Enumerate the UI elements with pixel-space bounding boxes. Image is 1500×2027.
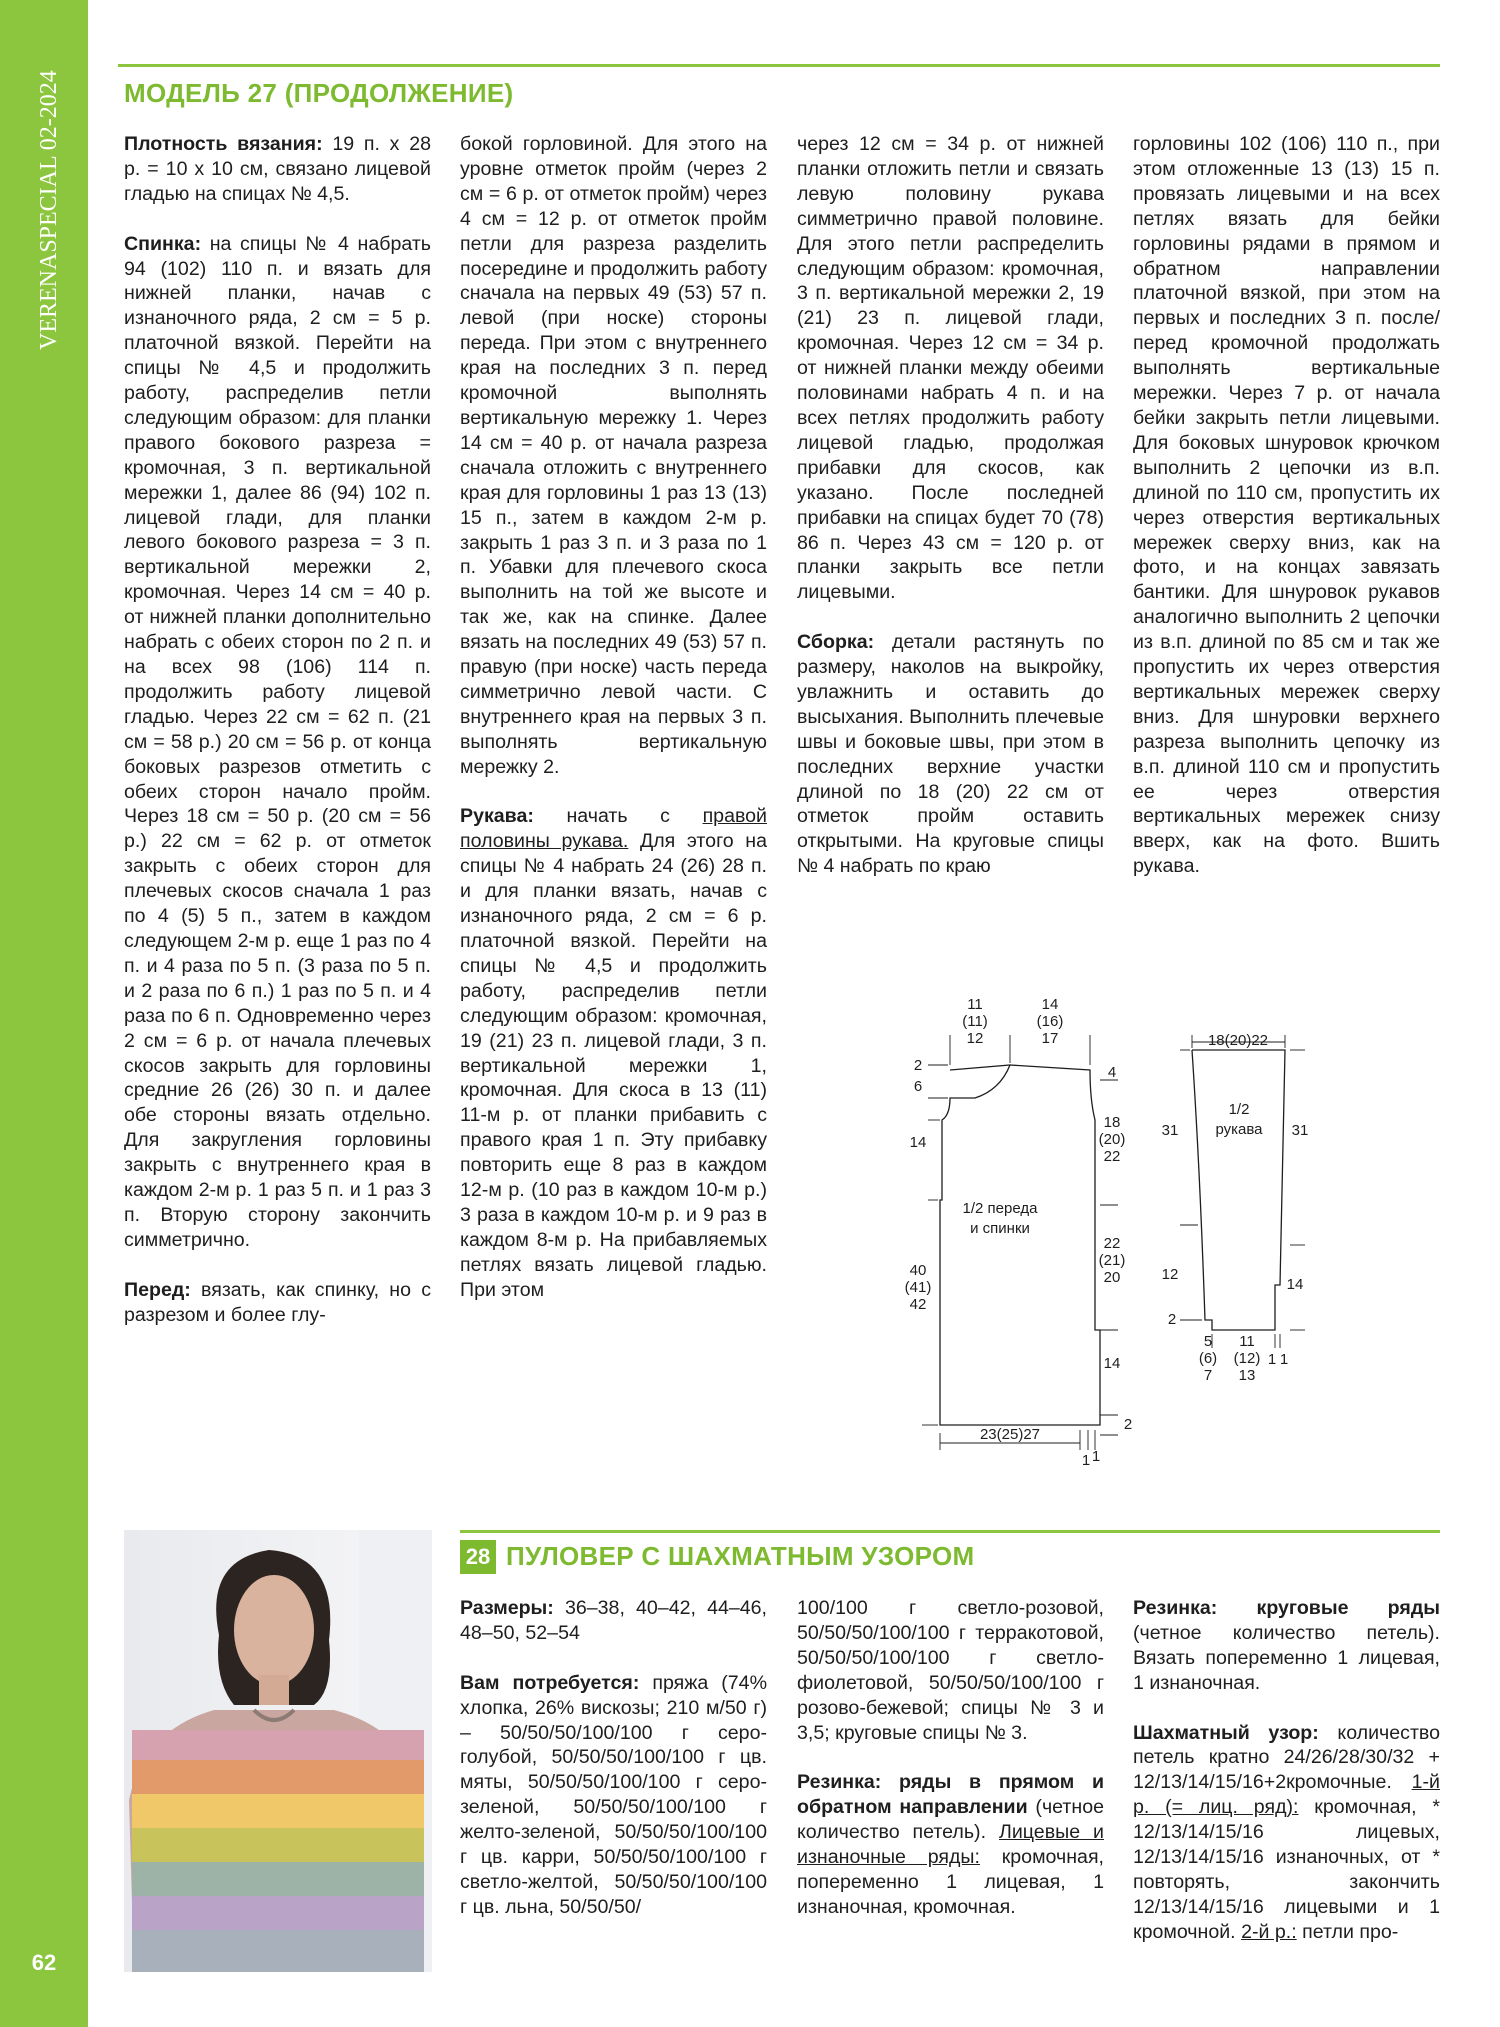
- rib-flat-text: (четное количество петель).: [797, 1796, 1105, 1844]
- sidebar-band: [0, 0, 88, 2027]
- body-bottom-1a: 1: [1081, 1452, 1091, 1469]
- model28-number-badge: 28: [460, 1540, 496, 1574]
- sleeve-bottom-5-c: 7: [1203, 1367, 1213, 1384]
- model27-column-3: [797, 132, 1104, 879]
- sleeves-continued-paragraph: [797, 132, 1104, 605]
- magazine-label: [26, 60, 66, 360]
- body-right-22-c: 20: [1103, 1269, 1121, 1286]
- sleeves-pre: начать с: [533, 805, 703, 828]
- body-top-left-b: (11): [962, 1013, 988, 1030]
- body-top-left-c: 12: [966, 1030, 984, 1047]
- body-right-22-a: 22: [1103, 1235, 1121, 1252]
- model28-column-3: [797, 1596, 1104, 1920]
- header-rule-top: [118, 64, 1440, 67]
- sleeve-bottom-1a: 1: [1267, 1351, 1277, 1368]
- body-left-2: 2: [913, 1057, 923, 1074]
- sleeve-label-line2: рукава: [1215, 1121, 1263, 1138]
- density-paragraph: [124, 132, 431, 207]
- body-label-line2: и спинки: [970, 1220, 1030, 1237]
- sizes-label: Размеры:: [460, 1597, 554, 1619]
- rib-flat-paragraph: [797, 1770, 1104, 1919]
- density-label: Плотность вязания:: [124, 133, 323, 155]
- body-dimension-lines: [922, 1035, 1118, 1450]
- body-right-18-a: 18: [1103, 1114, 1121, 1131]
- rib-flat-label: Резинка: ряды в прямом и обратном направлении: [797, 1771, 1104, 1819]
- sleeve-bottom-11-c: 13: [1238, 1367, 1256, 1384]
- materials-continued-text: 100/100 г светло-розовой, 50/50/50/100/100 г терракотовой, 50/50/50/100/100 г светло-фиолетовой, 50/50/50/100/100 г розово-бежевой; спицы № 3 и 3,5; круговые спицы № 3.: [797, 1597, 1104, 1744]
- sleeve-left-31: 31: [1161, 1122, 1179, 1139]
- body-right-2: 2: [1123, 1416, 1133, 1433]
- checker-text3: петли про-: [1296, 1920, 1399, 1943]
- rib-flat-text2: кромочная, попеременно 1 лицевая, 1 изнаночная, кромочная.: [797, 1846, 1104, 1918]
- header-rule-model28: [460, 1530, 1440, 1533]
- sleeve-bottom-11-a: 11: [1239, 1333, 1255, 1350]
- body-left-40-a: 40: [909, 1262, 927, 1279]
- assembly-label: Сборка:: [797, 631, 875, 654]
- body-bottom-1b: 1: [1091, 1448, 1101, 1465]
- body-left-40-c: 42: [909, 1296, 927, 1313]
- sizes-text: 36–38, 40–42, 44–46, 48–50, 52–54: [460, 1597, 767, 1644]
- body-right-4: 4: [1107, 1064, 1117, 1081]
- rib-round-text: (четное количество петель). Вязать попеременно 1 лицевая, 1 изнаночная.: [1133, 1621, 1440, 1694]
- sleeves-continued-text: через 12 см = 34 р. от нижней планки отложить петли и связать левую половину рукава симметрично правой половине. Для этого петли распределить следующим образом: кромочная, 3 п. вертикальной мережки 2, 19 (21) 23 п. лицевой глади, кромочная. Через 12 см = 34 р. от нижней планки между обеими половинами набрать 4 п. и на всех петлях продолжить работу лицевой гладью, продолжая прибавки для скосов, как указано. После последней прибавки на спицах будет 70 (78) 86 п. Через 43 см = 120 р. от планки закрыть все петли лицевыми.: [797, 133, 1104, 604]
- model27-column-4: [1133, 132, 1440, 879]
- back-text: на спицы № 4 набрать 94 (102) 110 п. и вязать для нижней планки, начав с изнаночного ряда, 2 см = 5 р. платочной вязкой. Перейти на спицы № 4,5 и продолжить работу, распределив петли следующим образом: для планки правого бокового разреза = кромочная, 3 п. вертикальной мережки 1, далее 86 (94) 102 п. лицевой глади, для планки левого бокового разреза = 3 п. вертикальной мережки 2, кромочная. Через 14 см = 40 р. от нижней планки дополнительно набрать с обеих сторон по 2 п. и на всех 98 (106) 114 п. продолжить работу лицевой гладью. Через 22 см = 62 п. (21 см = 58 р.) 20 см = 56 р. от конца боковых разрезов отметить с обеих сторон начало пройм. Через 18 см = 50 р. (20 см = 56 р.) 22 см = 62 р. от отметок закрыть с обеих сторон для плечевых скосов сначала 1 раз по 4 (5) 5 п., затем в каждом следующем 2-м р. еще 1 раз по 4 п. и 4 раза по 5 п. (3 раза по 5 п. и 2 раза по 6 п.) 1 раз по 5 п. и 4 раза по 6 п. Одновременно через 2 см = 6 р. от начала плечевых скосов закрыть для горловины средние 26 (26) 30 п. и далее обе стороны вязать отдельно. Для закругления горловины закрыть с внутреннего края в каждом 2-м р. 1 раз 5 п. и 1 раз 3 п. Вторую сторону закончить симметрично.: [124, 232, 431, 1251]
- rib-flat-underlined: Лицевые и изнаночные ряды:: [797, 1821, 1104, 1869]
- sleeve-left-12: 12: [1161, 1266, 1179, 1283]
- model27-title: МОДЕЛЬ 27 (ПРОДОЛЖЕНИЕ): [124, 78, 514, 108]
- materials-continued-paragraph: [797, 1596, 1104, 1745]
- back-paragraph: [124, 232, 431, 1253]
- back-label: Спинка:: [124, 232, 202, 255]
- sleeve-schematic: [1150, 1030, 1310, 1395]
- checker-row2-underlined: 2-й р.:: [1241, 1920, 1297, 1943]
- body-right-18-b: (20): [1098, 1131, 1126, 1148]
- body-bottom-width: 23(25)27: [979, 1426, 1041, 1443]
- checker-text: количество петель кратно 24/26/28/30/32 + 12/13/14/15/16+2кромочные.: [1133, 1721, 1441, 1794]
- neckline-text: горловины 102 (106) 110 п., при этом отложенные 13 (13) 15 п. провязать лицевыми и на всех петлях вязать для бейки горловины рядами в прямом и обратном направлении платочной вязкой, при этом на первых и последних 3 п. после/перед кромочной продолжать выполнять вертикальные мережки. Через 7 р. от начала бейки закрыть петли лицевыми. Для боковых шнуровок крючком выполнить 2 цепочки из в.п. длиной по 110 см, пропустить их через отверстия вертикальных мережек сверху вниз, как на фото, и на концах завязать бантики. Для шнуровок рукавов аналогично выполнить 2 цепочки из в.п. длиной по 85 см и так же пропустить их через отверстия вертикальных мережек сверху вниз. Для шнуровки верхнего разреза выполнить цепочку из в.п. длиной 110 см и пропустить ее через отверстия вертикальных мережек снизу вверх, как на фото. Вшить рукава.: [1133, 133, 1440, 878]
- body-left-6: 6: [913, 1078, 923, 1095]
- sleeve-bottom-5-a: 5: [1203, 1333, 1213, 1350]
- body-top-right-c: 17: [1041, 1030, 1059, 1047]
- sleeve-left-2: 2: [1167, 1311, 1177, 1328]
- sleeve-right-31: 31: [1291, 1122, 1309, 1139]
- checker-row1-underlined: 1-й р. (= лиц. ряд):: [1133, 1771, 1440, 1819]
- body-left-14: 14: [909, 1134, 927, 1151]
- front-text: вязать, как спинку, но с разрезом и более глу-: [124, 1278, 431, 1326]
- rib-round-paragraph: [1133, 1596, 1440, 1696]
- model28-title: ПУЛОВЕР С ШАХМАТНЫМ УЗОРОМ: [506, 1541, 975, 1571]
- sleeve-dimension-lines: [1180, 1035, 1305, 1348]
- sleeve-bottom-11-b: (12): [1233, 1350, 1261, 1367]
- materials-text: пряжа (74% хлопка, 26% вискозы; 210 м/50 г) – 50/50/50/100/100 г серо-голубой, 50/50/50/100/100 г цв. мяты, 50/50/50/100/100 г серо-зеленой, 50/50/50/100/100 г желто-зеленой, 50/50/50/100/100 г цв. карри, 50/50/50/100/100 г светло-желтой, 50/50/50/100/100 г цв. льна, 50/50/50/: [460, 1671, 767, 1918]
- front-continued-paragraph: [460, 132, 767, 780]
- materials-paragraph: [460, 1671, 767, 1920]
- sleeves-label: Рукава:: [460, 805, 534, 828]
- checker-text2: кромочная, * 12/13/14/15/16 лицевых, 12/13/14/15/16 изнаночных, от * повторять, закончить 12/13/14/15/16 лицевыми и 1 кромочной.: [1133, 1796, 1441, 1943]
- neckline-paragraph: [1133, 132, 1440, 879]
- density-text: 19 п. х 28 р. = 10 х 10 см, связано лицевой гладью на спицах № 4,5.: [124, 133, 431, 205]
- body-left-40-b: (41): [904, 1279, 932, 1296]
- body-top-right-a: 14: [1041, 996, 1059, 1013]
- rib-round-label: Резинка: круговые ряды: [1133, 1597, 1440, 1619]
- sleeve-label-line1: 1/2: [1228, 1101, 1250, 1118]
- model28-column-2: [460, 1596, 767, 1920]
- body-right-22-b: (21): [1098, 1252, 1126, 1269]
- model28-photo: [124, 1530, 432, 1972]
- model27-column-2: [460, 132, 767, 1303]
- body-label-line1: 1/2 переда: [962, 1200, 1038, 1217]
- sleeve-top: 18(20)22: [1207, 1032, 1269, 1049]
- sleeves-underlined: правой половины рукава.: [460, 805, 767, 853]
- model27-column-1: [124, 132, 431, 1327]
- sleeves-text: Для этого на спицы № 4 набрать 24 (26) 28 п. и для планки вязать, начав с изнаночного ряда, 2 см = 6 р. платочной вязкой. Перейти на спицы № 4,5 и продолжить работу, распределив петли следующим образом: кромочная, 19 (21) 23 п. лицевой глади, 3 п. вертикальной мережки 1, кромочная. Для скоса в 13 (11) 11-м р. от планки прибавить с правого края 1 п. Эту прибавку повторить еще 8 раз в каждом 12-м р. (10 раз в каждом 10-м р.) 3 раза в каждом 10-м р. и 9 раз в каждом 8-м р. На прибавляемых петлях вязать лицевой гладью. При этом: [460, 830, 767, 1301]
- front-paragraph: [124, 1278, 431, 1328]
- magazine-label-text: VERENASPECIAL 02-2024: [36, 70, 62, 350]
- front-continued-text: бокой горловиной. Для этого на уровне отметок пройм (через 2 см = 6 р. от отметок пройм) через 4 см = 12 р. от отметок пройм петли для разреза разделить посередине и продолжить работу сначала на первых 49 (53) 57 п. левой (при носке) стороны переда. При этом с внутреннего края на последних 3 п. перед кромочной выполнять вертикальную мережку 1. Через 14 см = 40 р. от начала разреза сначала отложить с внутреннего края для горловины 1 раз 13 (13) 15 п., затем в каждом 2-м р. закрыть 1 раз 3 п. и 3 раза по 1 п. Убавки для плечевого скоса выполнить на той же высоте и так же, как на спинке. Далее вязать на последних 49 (53) 57 п. правую (при носке) часть переда симметрично левой части. С внутреннего края на первых 3 п. выполнять вертикальную мережку 2.: [460, 133, 767, 778]
- page-number: 62: [31, 1950, 57, 1975]
- body-schematic: [900, 995, 1140, 1475]
- sizes-paragraph: [460, 1596, 767, 1646]
- body-top-left-a: 11: [967, 996, 983, 1013]
- assembly-text: детали растянуть по размеру, наколов на выкройку, увлажнить и оставить до высыхания. Выполнить плечевые швы и боковые швы, при этом в последних верхние участки длиной по 18 (20) 22 см от отметок пройм оставить открытыми. На круговые спицы № 4 набрать по краю: [797, 631, 1104, 878]
- body-right-18-c: 22: [1103, 1148, 1121, 1165]
- checker-label: Шахматный узор:: [1133, 1721, 1319, 1744]
- sleeve-outline: [1192, 1050, 1285, 1330]
- body-outline: [940, 1065, 1100, 1425]
- sleeve-right-14: 14: [1286, 1276, 1304, 1293]
- materials-label: Вам потребуется:: [460, 1671, 640, 1694]
- checker-paragraph: [1133, 1721, 1440, 1945]
- assembly-paragraph: [797, 630, 1104, 879]
- model28-column-4: [1133, 1596, 1440, 1945]
- sleeve-bottom-1b: 1: [1279, 1351, 1289, 1368]
- body-right-14: 14: [1103, 1355, 1121, 1372]
- sleeve-bottom-5-b: (6): [1198, 1350, 1218, 1367]
- body-top-right-b: (16): [1036, 1013, 1064, 1030]
- front-label: Перед:: [124, 1278, 191, 1301]
- sleeves-paragraph: [460, 804, 767, 1302]
